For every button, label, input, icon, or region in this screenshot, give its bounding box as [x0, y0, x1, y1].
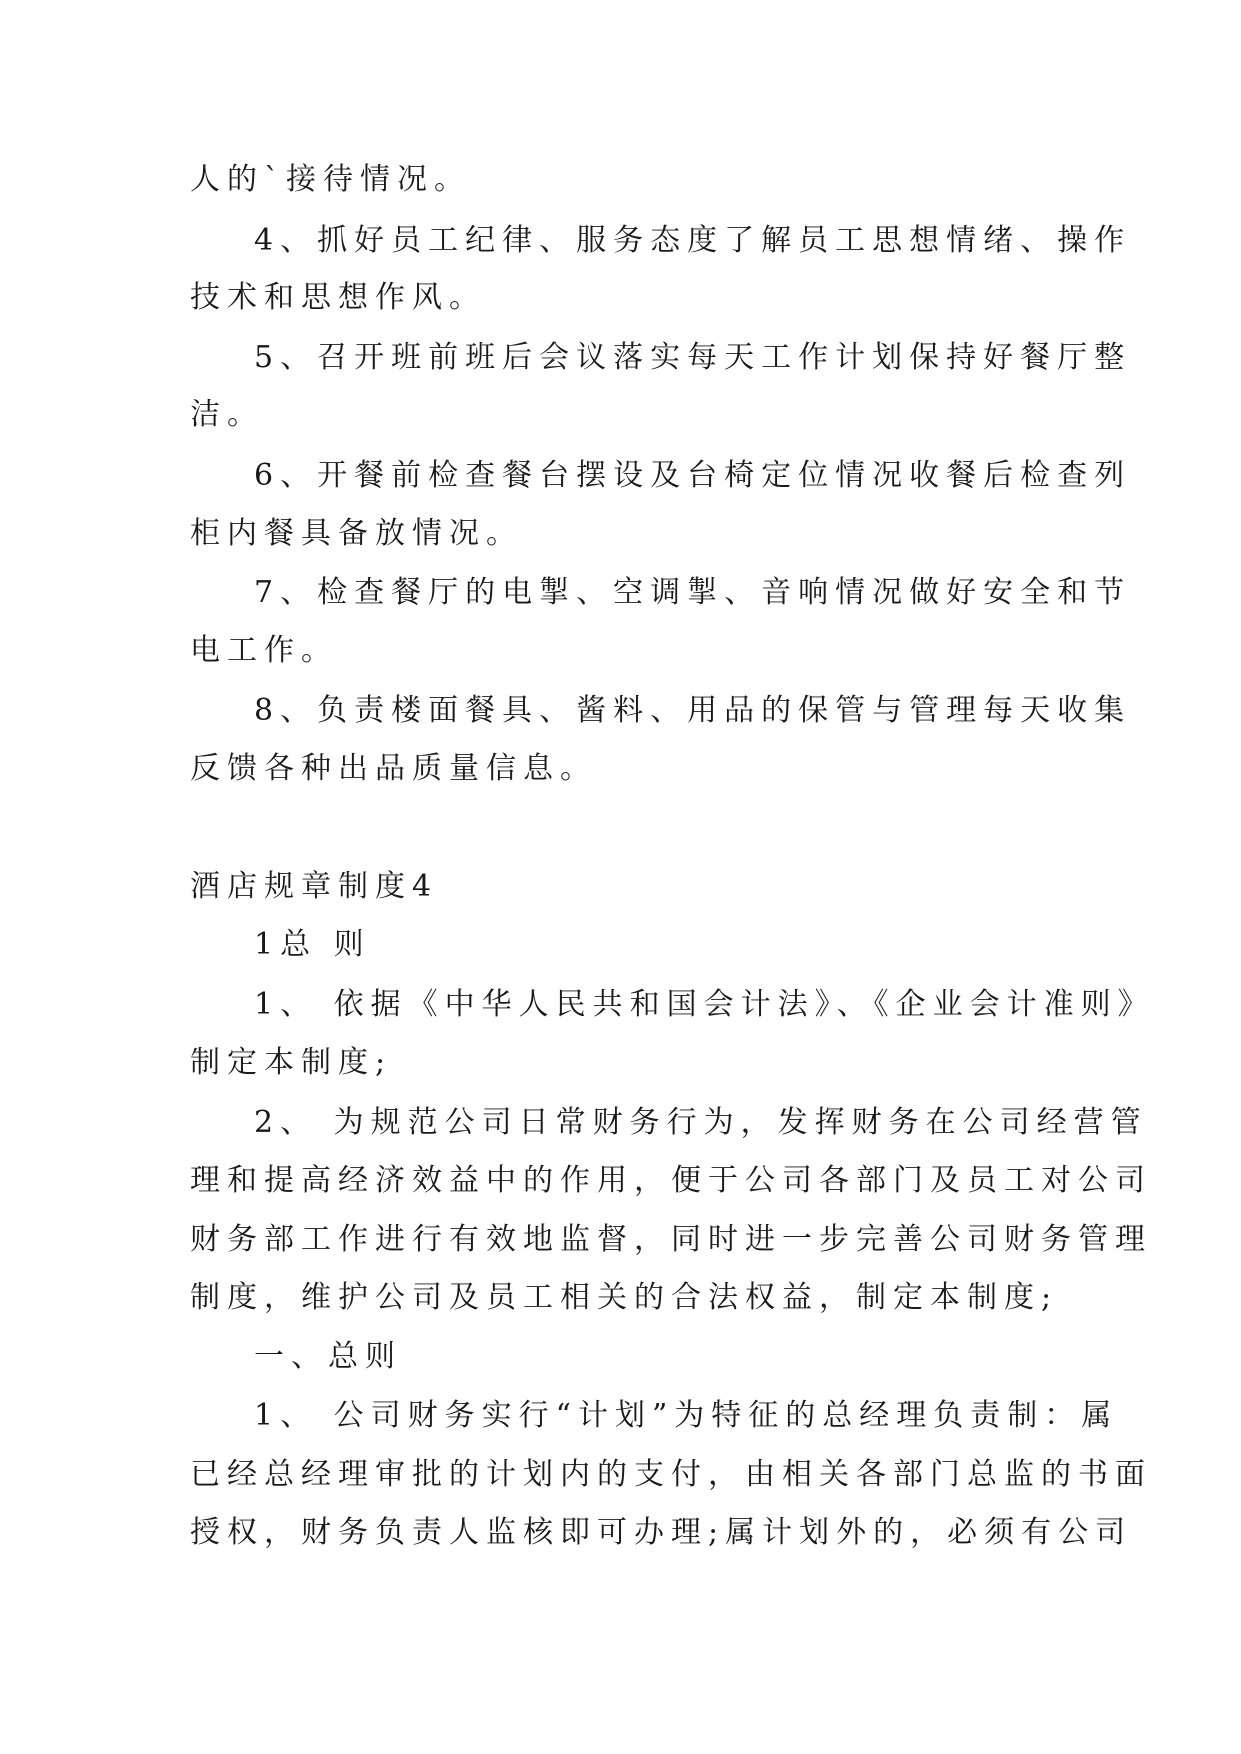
text-line: 柜内餐具备放情况。: [190, 516, 523, 551]
text-line: 反馈各种出品质量信息。: [190, 751, 597, 786]
text-line: 授权，财务负责人监核即可办理;属计划外的，必须有公司: [190, 1515, 1133, 1550]
text-line: 人的`接待情况。: [190, 162, 471, 197]
section-title: 酒店规章制度4: [190, 869, 439, 904]
text-line: 2、 为规范公司日常财务行为，发挥财务在公司经营管: [254, 1105, 1148, 1140]
text-line: 技术和思想作风。: [190, 280, 486, 315]
text-line: 已经总经理审批的计划内的支付，由相关各部门总监的书面: [190, 1457, 1152, 1492]
text-line: 1、 公司财务实行“计划”为特征的总经理负责制：属: [254, 1398, 1119, 1433]
text-line: 制度，维护公司及员工相关的合法权益，制定本制度;: [190, 1280, 1059, 1315]
text-line: 电工作。: [190, 633, 338, 668]
text-line: 制定本制度;: [190, 1045, 393, 1080]
text-line: 7、检查餐厅的电掣、空调掣、音响情况做好安全和节: [254, 575, 1132, 610]
text-line: 一、总则: [254, 1339, 402, 1374]
text-line: 4、抓好员工纪律、服务态度了解员工思想情绪、操作: [254, 223, 1132, 258]
text-line: 财务部工作进行有效地监督，同时进一步完善公司财务管理: [190, 1222, 1152, 1257]
text-line: 5、召开班前班后会议落实每天工作计划保持好餐厅整: [254, 340, 1132, 375]
text-line: 理和提高经济效益中的作用，便于公司各部门及员工对公司: [190, 1163, 1152, 1198]
text-line: 1总 则: [254, 927, 371, 962]
text-line: 洁。: [190, 397, 264, 432]
text-line: 1、 依据《中华人民共和国会计法》、《企业会计准则》: [254, 987, 1155, 1022]
text-line: 6、开餐前检查餐台摆设及台椅定位情况收餐后检查列: [254, 458, 1132, 493]
text-line: 8、负责楼面餐具、酱料、用品的保管与管理每天收集: [254, 693, 1132, 728]
